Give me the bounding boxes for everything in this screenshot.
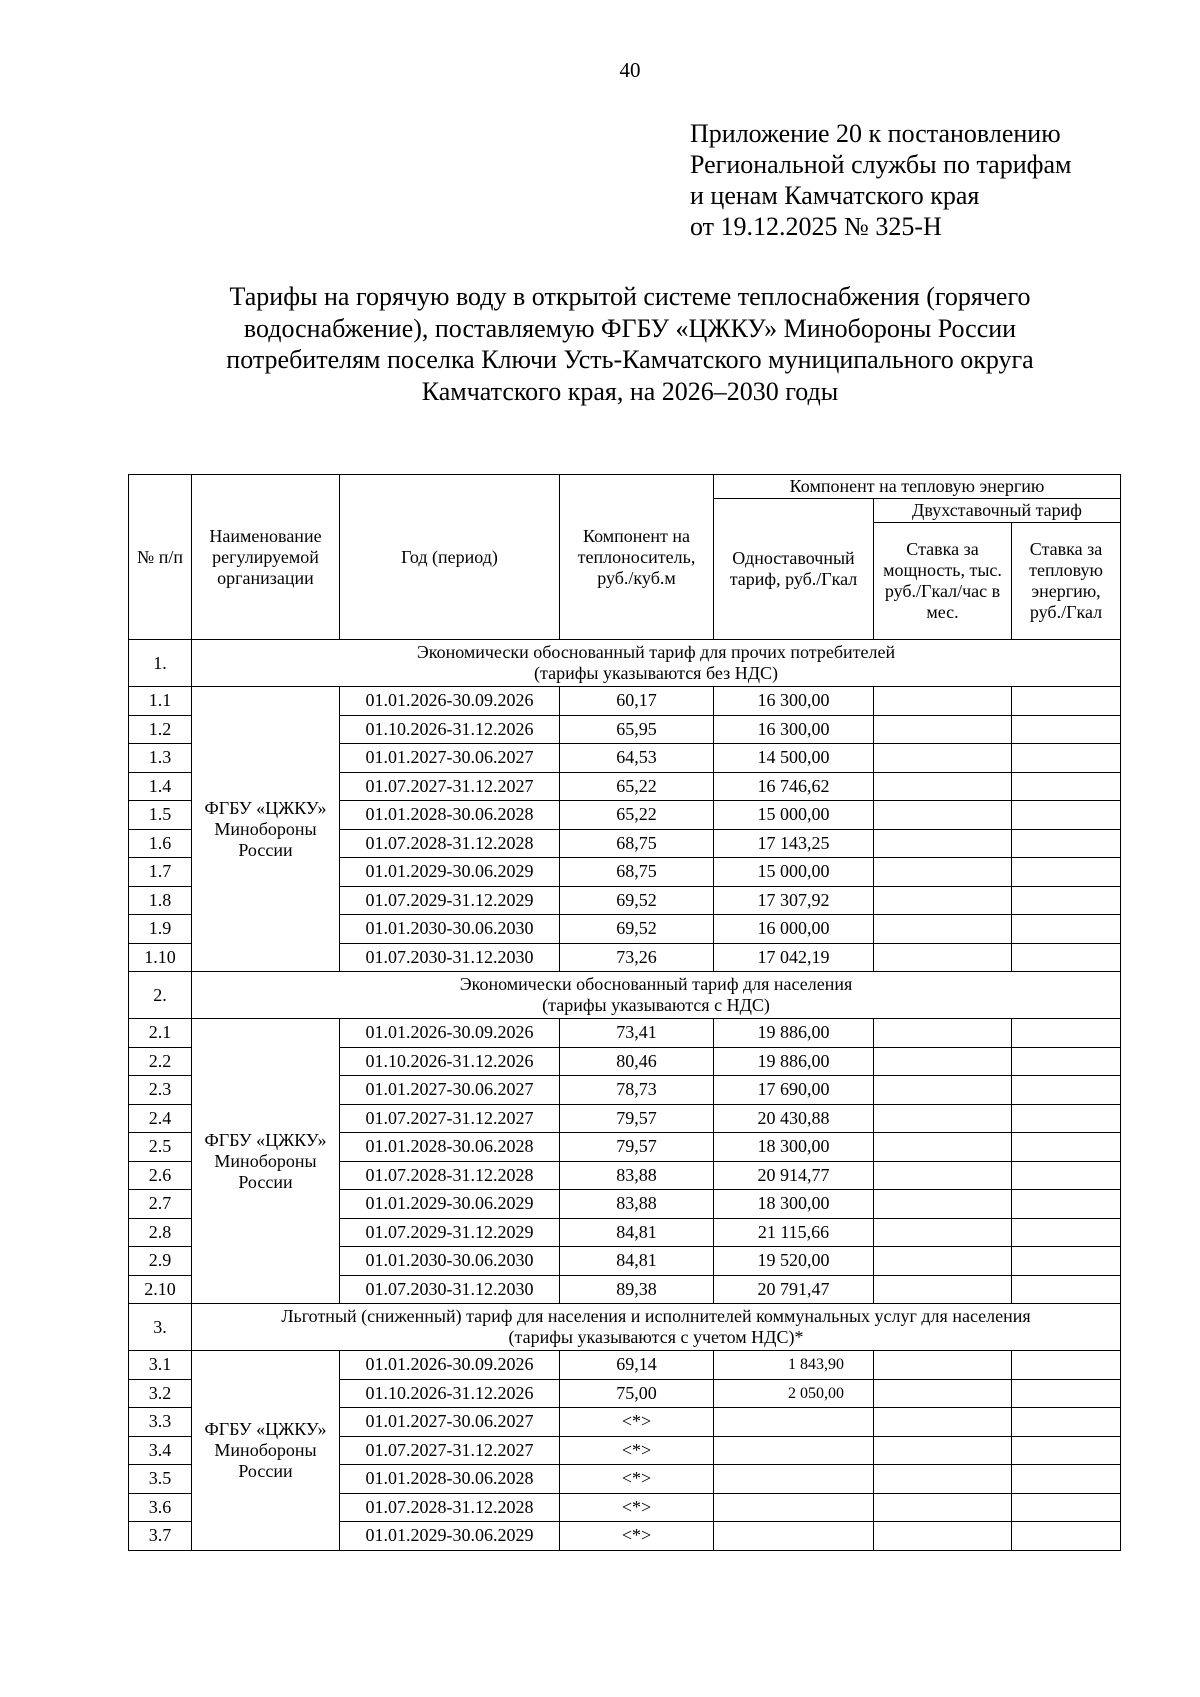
section-row bbox=[129, 972, 1121, 1019]
header-energy-rate: Ставка за тепловую энергию, руб./Гкал bbox=[1012, 523, 1121, 640]
row-number: 2.2 bbox=[129, 1047, 192, 1076]
row-number: 3.5 bbox=[129, 1465, 192, 1494]
energy-rate-cell bbox=[1012, 1522, 1121, 1551]
period-cell: 01.07.2027-31.12.2027 bbox=[340, 772, 560, 801]
capacity-rate-cell bbox=[874, 1104, 1012, 1133]
row-number: 1.5 bbox=[129, 801, 192, 830]
section-number: 3. bbox=[129, 1304, 192, 1351]
appendix-note bbox=[690, 118, 1071, 242]
row-number: 1.1 bbox=[129, 687, 192, 716]
single-rate-cell: 19 886,00 bbox=[714, 1019, 874, 1048]
single-rate-cell: 15 000,00 bbox=[714, 801, 874, 830]
period-cell: 01.01.2027-30.06.2027 bbox=[340, 1076, 560, 1105]
capacity-rate-cell bbox=[874, 687, 1012, 716]
energy-rate-cell bbox=[1012, 943, 1121, 972]
period-cell: 01.01.2027-30.06.2027 bbox=[340, 744, 560, 773]
period-cell: 01.07.2028-31.12.2028 bbox=[340, 829, 560, 858]
tariff-table bbox=[128, 474, 1121, 1551]
row-number: 3.3 bbox=[129, 1408, 192, 1437]
single-rate-cell: 17 042,19 bbox=[714, 943, 874, 972]
row-number: 2.8 bbox=[129, 1218, 192, 1247]
carrier-component-cell: 68,75 bbox=[560, 858, 714, 887]
row-number: 2.5 bbox=[129, 1133, 192, 1162]
header-period: Год (период) bbox=[340, 475, 560, 640]
table-row bbox=[129, 1351, 1121, 1380]
carrier-component-cell: 65,22 bbox=[560, 772, 714, 801]
organization-name: ФГБУ «ЦЖКУ» Минобороны России bbox=[192, 1351, 340, 1551]
page-number: 40 bbox=[619, 58, 641, 82]
energy-rate-cell bbox=[1012, 772, 1121, 801]
capacity-rate-cell bbox=[874, 801, 1012, 830]
single-rate-cell bbox=[714, 1465, 874, 1494]
capacity-rate-cell bbox=[874, 1019, 1012, 1048]
single-rate-cell: 16 300,00 bbox=[714, 715, 874, 744]
energy-rate-cell bbox=[1012, 886, 1121, 915]
single-rate-cell: 16 000,00 bbox=[714, 915, 874, 944]
capacity-rate-cell bbox=[874, 1465, 1012, 1494]
single-rate-cell: 20 914,77 bbox=[714, 1161, 874, 1190]
section-subtitle-text: (тарифы указываются без НДС) bbox=[534, 663, 778, 683]
period-cell: 01.10.2026-31.12.2026 bbox=[340, 1047, 560, 1076]
period-cell: 01.01.2028-30.06.2028 bbox=[340, 1133, 560, 1162]
capacity-rate-cell bbox=[874, 829, 1012, 858]
carrier-component-cell: 75,00 bbox=[560, 1379, 714, 1408]
appendix-line: Приложение 20 к постановлению bbox=[690, 119, 1061, 148]
header-single-rate: Одноставочный тариф, руб./Гкал bbox=[714, 499, 874, 640]
appendix-line: от 19.12.2025 № 325-Н bbox=[690, 212, 942, 241]
single-rate-cell: 18 300,00 bbox=[714, 1133, 874, 1162]
energy-rate-cell bbox=[1012, 1019, 1121, 1048]
row-number: 2.6 bbox=[129, 1161, 192, 1190]
period-cell: 01.01.2026-30.09.2026 bbox=[340, 1351, 560, 1380]
single-rate-cell: 21 115,66 bbox=[714, 1218, 874, 1247]
row-number: 3.1 bbox=[129, 1351, 192, 1380]
carrier-component-cell: <*> bbox=[560, 1522, 714, 1551]
energy-rate-cell bbox=[1012, 801, 1121, 830]
period-cell: 01.07.2029-31.12.2029 bbox=[340, 886, 560, 915]
single-rate-cell bbox=[714, 1408, 874, 1437]
section-number: 2. bbox=[129, 972, 192, 1019]
capacity-rate-cell bbox=[874, 1247, 1012, 1276]
capacity-rate-cell bbox=[874, 1522, 1012, 1551]
capacity-rate-cell bbox=[874, 1190, 1012, 1219]
title-line: Тарифы на горячую воду в открытой системе теплоснабжения (горячего bbox=[229, 282, 1031, 311]
single-rate-cell bbox=[714, 1522, 874, 1551]
energy-rate-cell bbox=[1012, 829, 1121, 858]
section-title bbox=[192, 640, 1121, 687]
period-cell: 01.07.2030-31.12.2030 bbox=[340, 1275, 560, 1304]
carrier-component-cell: 79,57 bbox=[560, 1104, 714, 1133]
section-number: 1. bbox=[129, 640, 192, 687]
section-subtitle-text: (тарифы указываются с НДС) bbox=[542, 995, 770, 1015]
capacity-rate-cell bbox=[874, 1218, 1012, 1247]
single-rate-cell: 17 143,25 bbox=[714, 829, 874, 858]
energy-rate-cell bbox=[1012, 1493, 1121, 1522]
energy-rate-cell bbox=[1012, 1408, 1121, 1437]
capacity-rate-cell bbox=[874, 886, 1012, 915]
carrier-component-cell: 80,46 bbox=[560, 1047, 714, 1076]
carrier-component-cell: 79,57 bbox=[560, 1133, 714, 1162]
carrier-component-cell: <*> bbox=[560, 1493, 714, 1522]
organization-name: ФГБУ «ЦЖКУ» Минобороны России bbox=[192, 687, 340, 972]
row-number: 1.10 bbox=[129, 943, 192, 972]
period-cell: 01.07.2030-31.12.2030 bbox=[340, 943, 560, 972]
row-number: 2.7 bbox=[129, 1190, 192, 1219]
carrier-component-cell: 84,81 bbox=[560, 1247, 714, 1276]
energy-rate-cell bbox=[1012, 1104, 1121, 1133]
row-number: 1.4 bbox=[129, 772, 192, 801]
section-title bbox=[192, 972, 1121, 1019]
single-rate-cell: 18 300,00 bbox=[714, 1190, 874, 1219]
period-cell: 01.07.2028-31.12.2028 bbox=[340, 1161, 560, 1190]
row-number: 2.9 bbox=[129, 1247, 192, 1276]
energy-rate-cell bbox=[1012, 1076, 1121, 1105]
document-title bbox=[120, 281, 1140, 407]
single-rate-cell: 1 843,90 bbox=[714, 1351, 874, 1380]
capacity-rate-cell bbox=[874, 943, 1012, 972]
energy-rate-cell bbox=[1012, 1161, 1121, 1190]
carrier-component-cell: 89,38 bbox=[560, 1275, 714, 1304]
header-two-rate: Двухставочный тариф bbox=[874, 499, 1121, 523]
row-number: 2.3 bbox=[129, 1076, 192, 1105]
period-cell: 01.01.2029-30.06.2029 bbox=[340, 1522, 560, 1551]
period-cell: 01.01.2030-30.06.2030 bbox=[340, 1247, 560, 1276]
row-number: 3.6 bbox=[129, 1493, 192, 1522]
single-rate-cell: 16 746,62 bbox=[714, 772, 874, 801]
single-rate-cell: 20 791,47 bbox=[714, 1275, 874, 1304]
row-number: 2.4 bbox=[129, 1104, 192, 1133]
header-org: Наименование регулируемой организации bbox=[192, 475, 340, 640]
header-carrier: Компонент на теплоноситель, руб./куб.м bbox=[560, 475, 714, 640]
row-number: 3.4 bbox=[129, 1436, 192, 1465]
period-cell: 01.01.2029-30.06.2029 bbox=[340, 1190, 560, 1219]
carrier-component-cell: 83,88 bbox=[560, 1161, 714, 1190]
energy-rate-cell bbox=[1012, 915, 1121, 944]
row-number: 1.6 bbox=[129, 829, 192, 858]
single-rate-cell: 15 000,00 bbox=[714, 858, 874, 887]
carrier-component-cell: 83,88 bbox=[560, 1190, 714, 1219]
title-line: водоснабжение), поставляемую ФГБУ «ЦЖКУ» Минобороны России bbox=[243, 313, 1017, 343]
energy-rate-cell bbox=[1012, 1465, 1121, 1494]
section-title bbox=[192, 1304, 1121, 1351]
row-number: 2.1 bbox=[129, 1019, 192, 1048]
capacity-rate-cell bbox=[874, 1275, 1012, 1304]
capacity-rate-cell bbox=[874, 744, 1012, 773]
single-rate-cell: 16 300,00 bbox=[714, 687, 874, 716]
row-number: 3.7 bbox=[129, 1522, 192, 1551]
header-heat-component: Компонент на тепловую энергию bbox=[714, 475, 1121, 499]
period-cell: 01.01.2028-30.06.2028 bbox=[340, 801, 560, 830]
capacity-rate-cell bbox=[874, 915, 1012, 944]
single-rate-cell: 19 886,00 bbox=[714, 1047, 874, 1076]
row-number: 3.2 bbox=[129, 1379, 192, 1408]
period-cell: 01.01.2029-30.06.2029 bbox=[340, 858, 560, 887]
row-number: 1.7 bbox=[129, 858, 192, 887]
single-rate-cell: 19 520,00 bbox=[714, 1247, 874, 1276]
energy-rate-cell bbox=[1012, 744, 1121, 773]
period-cell: 01.07.2029-31.12.2029 bbox=[340, 1218, 560, 1247]
capacity-rate-cell bbox=[874, 1379, 1012, 1408]
energy-rate-cell bbox=[1012, 1436, 1121, 1465]
carrier-component-cell: 60,17 bbox=[560, 687, 714, 716]
section-title-text: Экономически обоснованный тариф для прочих потребителей bbox=[416, 642, 896, 662]
energy-rate-cell bbox=[1012, 1133, 1121, 1162]
section-row bbox=[129, 1304, 1121, 1351]
energy-rate-cell bbox=[1012, 687, 1121, 716]
section-title-text: Экономически обоснованный тариф для населения bbox=[459, 974, 853, 994]
period-cell: 01.07.2027-31.12.2027 bbox=[340, 1436, 560, 1465]
appendix-line: и ценам Камчатского края bbox=[690, 181, 980, 210]
capacity-rate-cell bbox=[874, 1408, 1012, 1437]
section-subtitle-text: (тарифы указываются с учетом НДС)* bbox=[508, 1327, 804, 1347]
energy-rate-cell bbox=[1012, 715, 1121, 744]
row-number: 1.8 bbox=[129, 886, 192, 915]
period-cell: 01.07.2027-31.12.2027 bbox=[340, 1104, 560, 1133]
carrier-component-cell: 84,81 bbox=[560, 1218, 714, 1247]
energy-rate-cell bbox=[1012, 1190, 1121, 1219]
carrier-component-cell: 69,14 bbox=[560, 1351, 714, 1380]
energy-rate-cell bbox=[1012, 1351, 1121, 1380]
header-num: № п/п bbox=[129, 475, 192, 640]
carrier-component-cell: 64,53 bbox=[560, 744, 714, 773]
period-cell: 01.07.2028-31.12.2028 bbox=[340, 1493, 560, 1522]
single-rate-cell: 17 307,92 bbox=[714, 886, 874, 915]
header-capacity-rate: Ставка за мощность, тыс. руб./Гкал/час в мес. bbox=[874, 523, 1012, 640]
period-cell: 01.01.2026-30.09.2026 bbox=[340, 687, 560, 716]
carrier-component-cell: <*> bbox=[560, 1465, 714, 1494]
period-cell: 01.10.2026-31.12.2026 bbox=[340, 715, 560, 744]
organization-name: ФГБУ «ЦЖКУ» Минобороны России bbox=[192, 1019, 340, 1304]
carrier-component-cell: <*> bbox=[560, 1436, 714, 1465]
row-number: 2.10 bbox=[129, 1275, 192, 1304]
capacity-rate-cell bbox=[874, 715, 1012, 744]
single-rate-cell: 2 050,00 bbox=[714, 1379, 874, 1408]
title-line: потребителям поселка Ключи Усть-Камчатского муниципального округа bbox=[226, 345, 1034, 374]
capacity-rate-cell bbox=[874, 1047, 1012, 1076]
carrier-component-cell: 68,75 bbox=[560, 829, 714, 858]
row-number: 1.3 bbox=[129, 744, 192, 773]
appendix-line: Региональной службы по тарифам bbox=[690, 150, 1072, 179]
section-title-text: Льготный (сниженный) тариф для населения и исполнителей коммунальных услуг для населения bbox=[281, 1306, 1031, 1326]
capacity-rate-cell bbox=[874, 1436, 1012, 1465]
capacity-rate-cell bbox=[874, 1161, 1012, 1190]
period-cell: 01.01.2027-30.06.2027 bbox=[340, 1408, 560, 1437]
energy-rate-cell bbox=[1012, 858, 1121, 887]
carrier-component-cell: 73,26 bbox=[560, 943, 714, 972]
section-row bbox=[129, 640, 1121, 687]
capacity-rate-cell bbox=[874, 858, 1012, 887]
carrier-component-cell: 69,52 bbox=[560, 915, 714, 944]
capacity-rate-cell bbox=[874, 1351, 1012, 1380]
single-rate-cell bbox=[714, 1493, 874, 1522]
carrier-component-cell: 78,73 bbox=[560, 1076, 714, 1105]
capacity-rate-cell bbox=[874, 1133, 1012, 1162]
table-row bbox=[129, 1019, 1121, 1048]
title-line: Камчатского края, на 2026–2030 годы bbox=[421, 376, 839, 406]
carrier-component-cell: 65,22 bbox=[560, 801, 714, 830]
capacity-rate-cell bbox=[874, 1493, 1012, 1522]
energy-rate-cell bbox=[1012, 1379, 1121, 1408]
single-rate-cell bbox=[714, 1436, 874, 1465]
row-number: 1.9 bbox=[129, 915, 192, 944]
period-cell: 01.10.2026-31.12.2026 bbox=[340, 1379, 560, 1408]
energy-rate-cell bbox=[1012, 1047, 1121, 1076]
period-cell: 01.01.2026-30.09.2026 bbox=[340, 1019, 560, 1048]
capacity-rate-cell bbox=[874, 772, 1012, 801]
row-number: 1.2 bbox=[129, 715, 192, 744]
single-rate-cell: 14 500,00 bbox=[714, 744, 874, 773]
carrier-component-cell: 65,95 bbox=[560, 715, 714, 744]
period-cell: 01.01.2030-30.06.2030 bbox=[340, 915, 560, 944]
energy-rate-cell bbox=[1012, 1218, 1121, 1247]
carrier-component-cell: 73,41 bbox=[560, 1019, 714, 1048]
energy-rate-cell bbox=[1012, 1275, 1121, 1304]
carrier-component-cell: <*> bbox=[560, 1408, 714, 1437]
capacity-rate-cell bbox=[874, 1076, 1012, 1105]
single-rate-cell: 17 690,00 bbox=[714, 1076, 874, 1105]
period-cell: 01.01.2028-30.06.2028 bbox=[340, 1465, 560, 1494]
table-row bbox=[129, 687, 1121, 716]
carrier-component-cell: 69,52 bbox=[560, 886, 714, 915]
single-rate-cell: 20 430,88 bbox=[714, 1104, 874, 1133]
energy-rate-cell bbox=[1012, 1247, 1121, 1276]
